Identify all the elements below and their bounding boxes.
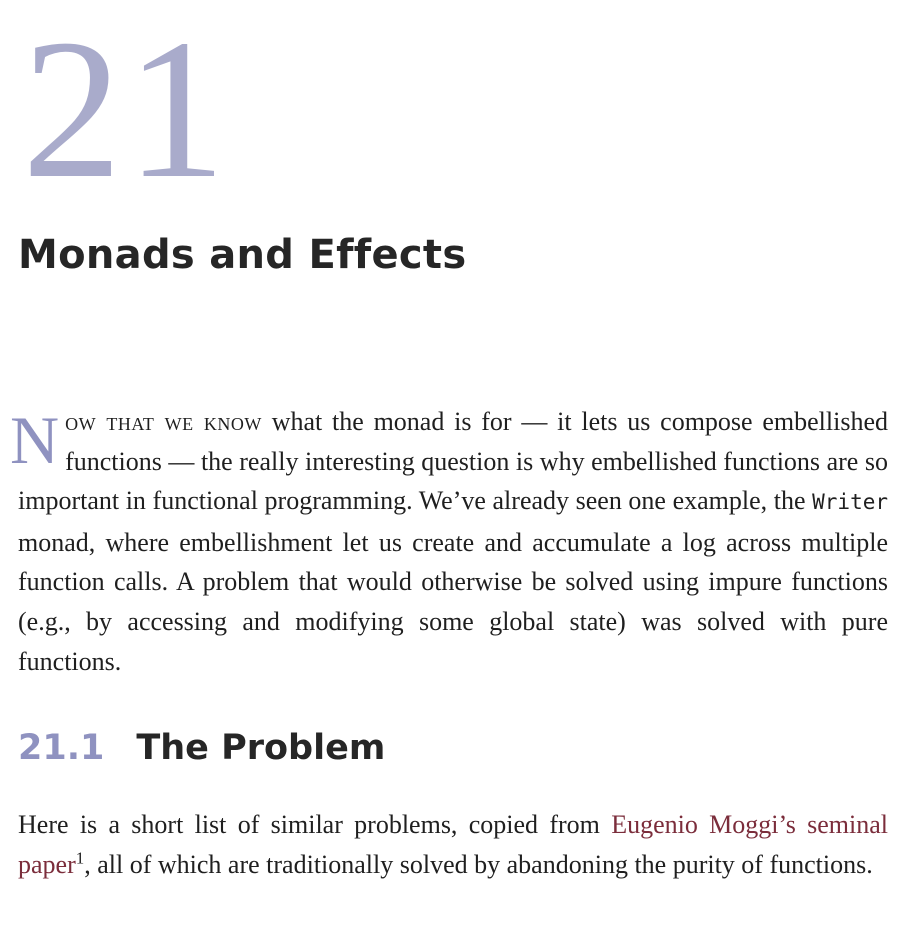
moggi-paper-link[interactable]: Eugenio Moggi’s seminal paper (18, 810, 888, 879)
intro-text-part-2: monad, where embellishment let us create and accumulate a log across multiple function calls. A problem that would otherwise be solved using impure functions (e.g., by accessing and modifying some global state) was solved with pure functions. (18, 527, 888, 676)
section-heading (18, 728, 385, 768)
drop-cap: N (10, 402, 60, 478)
section-title: The Problem (136, 728, 386, 768)
problem-paragraph (18, 805, 888, 884)
problem-text-part-1: Here is a short list of similar problems, copied from (18, 810, 612, 839)
problem-text-part-2: , all of which are traditionally solved by abandoning the purity of functions. (84, 849, 873, 879)
footnote-ref[interactable]: 1 (75, 847, 85, 867)
intro-text-part-1: what the monad is for — it lets us compose embellished functions — the really interesting question is why embellished functions are so important in functional programming. We’ve already seen one example, the (18, 407, 889, 516)
intro-smallcaps-lead: ow that we know (65, 407, 262, 436)
chapter-number: 21 (22, 0, 230, 220)
inline-code-writer: Writer (812, 490, 888, 515)
chapter-title: Monads and Effects (18, 232, 467, 278)
intro-paragraph (10, 402, 889, 681)
section-number: 21.1 (18, 728, 105, 768)
